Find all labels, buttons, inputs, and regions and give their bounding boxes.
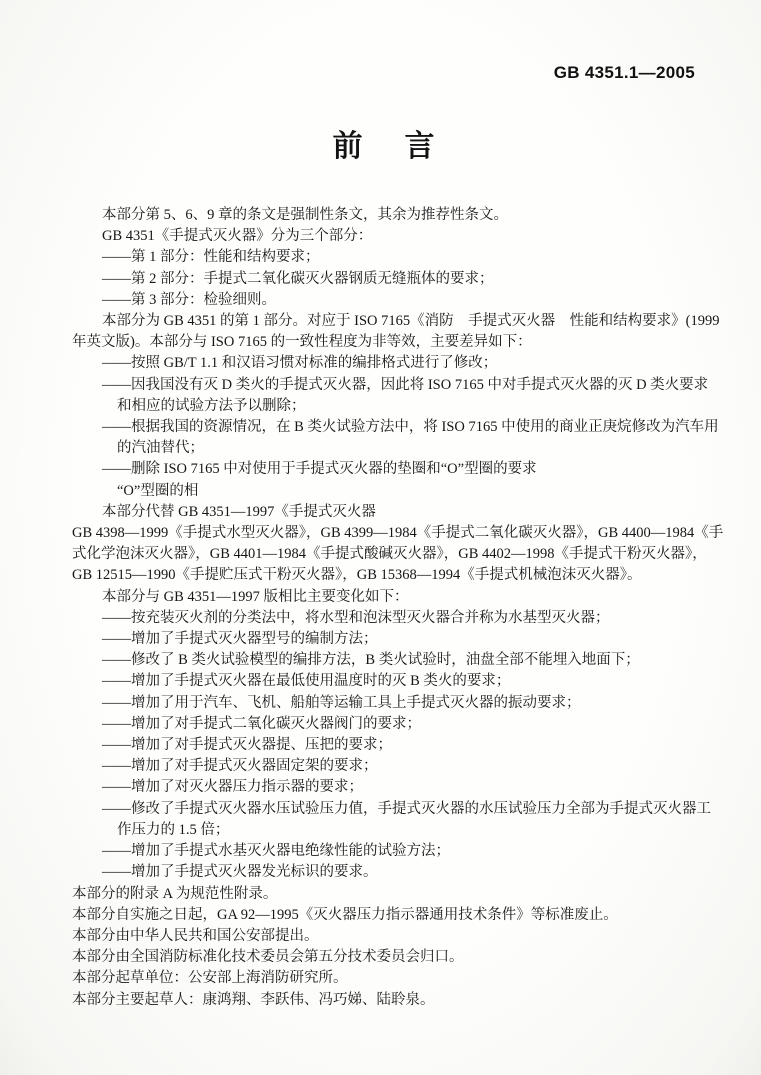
foreword-body <box>72 205 724 1011</box>
page-title <box>72 129 695 165</box>
body-line: 本部分主要起草人：康鸿翔、李跃伟、冯巧娣、陆聆泉。 <box>72 991 435 1008</box>
body-line: ——删除 ISO 7165 中对使用于手提式灭火器的垫圈和“O”型圈的要求 <box>102 461 537 478</box>
body-line: ——按充装灭火剂的分类法中，将水型和泡沫型灭火器合并称为水基型灭火器； <box>102 609 610 626</box>
body-line: ——根据我国的资源情况，在 B 类火试验方法中，将 ISO 7165 中使用的商业正庚烷修改为汽车用 <box>102 419 719 436</box>
body-line: ——增加了对手提式二氧化碳灭火器阀门的要求； <box>102 715 421 732</box>
body-line: 年英文版)。本部分与 ISO 7165 的一致性程度为非等效，主要差异如下： <box>72 334 532 351</box>
body-line: 本部分由中华人民共和国公安部提出。 <box>72 927 319 944</box>
body-line: ——修改了 B 类火试验模型的编排方法，B 类火试验时，油盘全部不能埋入地面下； <box>102 652 640 669</box>
body-line: 的汽油替代； <box>117 440 204 457</box>
body-line: ——第 3 部分：检验细则。 <box>102 291 276 308</box>
body-line: ——增加了对灭火器压力指示器的要求； <box>102 779 363 796</box>
body-line: ——按照 GB/T 1.1 和汉语习惯对标准的编排格式进行了修改； <box>102 355 498 372</box>
body-line: ——增加了用于汽车、飞机、船舶等运输工具上手提式灭火器的振动要求； <box>102 694 581 711</box>
title-char-yan: 言 <box>404 130 435 163</box>
body-line: ——第 2 部分：手提式二氧化碳灭火器钢质无缝瓶体的要求； <box>102 270 494 287</box>
body-line: 本部分第 5、6、9 章的条文是强制性条文，其余为推荐性条文。 <box>102 207 508 223</box>
body-line: ——增加了手提式灭火器型号的编制方法； <box>102 631 378 648</box>
body-line: 式化学泡沫灭火器》，GB 4401—1984《手提式酸碱灭火器》，GB 4402—1998《手提式干粉灭火器》， <box>72 546 707 563</box>
body-line: GB 4351《手提式灭火器》分为三个部分： <box>102 228 373 245</box>
body-line: ——第 1 部分：性能和结构要求； <box>102 249 320 266</box>
body-line: ——因我国没有灭 D 类火的手提式灭火器，因此将 ISO 7165 中对手提式灭火器的灭 D 类火要求 <box>102 376 709 393</box>
body-line: 本部分与 GB 4351—1997 版相比主要变化如下： <box>102 588 409 605</box>
body-line: ——增加了手提式灭火器在最低使用温度时的灭 B 类火的要求； <box>102 673 511 690</box>
body-line: 本部分起草单位：公安部上海消防研究所。 <box>72 970 348 987</box>
body-line: 本部分为 GB 4351 的第 1 部分。对应于 ISO 7165《消防 手提式灭火器 性能和结构要求》(1999 <box>102 313 720 330</box>
body-line: 本部分自实施之日起，GA 92—1995《灭火器压力指示器通用技术条件》等标准废止。 <box>72 906 618 923</box>
body-line: ——增加了手提式灭火器发光标识的要求。 <box>102 864 378 881</box>
body-line: 本部分代替 GB 4351—1997《手提式灭火器 <box>102 503 376 520</box>
body-line: “O”型圈的相 <box>117 482 199 499</box>
body-line: GB 4398—1999《手提式水型灭火器》，GB 4399—1984《手提式二氧化碳灭火器》，GB 4400—1984《手 <box>72 525 724 542</box>
body-line: ——增加了对手提式灭火器固定架的要求； <box>102 758 378 775</box>
body-line: 本部分的附录 A 为规范性附录。 <box>72 885 278 902</box>
body-line: ——增加了手提式水基灭火器电绝缘性能的试验方法； <box>102 843 450 860</box>
title-char-qian: 前 <box>332 130 363 163</box>
body-line: 作压力的 1.5 倍； <box>117 821 230 838</box>
body-line: 本部分由全国消防标准化技术委员会第五分技术委员会归口。 <box>72 949 464 966</box>
body-line: GB 12515—1990《手提贮压式干粉灭火器》，GB 15368—1994《手提式机械泡沫灭火器》。 <box>72 567 642 584</box>
body-line: ——增加了对手提式灭火器提、压把的要求； <box>102 737 392 754</box>
body-line: 和相应的试验方法予以删除； <box>117 397 306 414</box>
standard-number: GB 4351.1—2005 <box>553 63 695 82</box>
body-line: ——修改了手提式灭火器水压试验压力值，手提式灭火器的水压试验压力全部为手提式灭火器工 <box>102 800 711 817</box>
